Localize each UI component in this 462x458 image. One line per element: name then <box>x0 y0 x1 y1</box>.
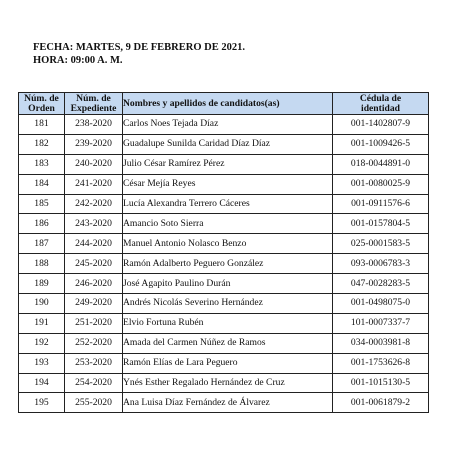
cell-orden: 192 <box>19 333 65 353</box>
cell-nombre: José Agapito Paulino Durán <box>123 274 333 294</box>
table-row <box>19 194 429 214</box>
cell-cedula: 001-0080025-9 <box>333 174 429 194</box>
cell-expediente: 252-2020 <box>65 333 123 353</box>
cell-nombre: Ramón Adalberto Peguero González <box>123 254 333 274</box>
table-row <box>19 393 429 413</box>
cell-cedula: 018-0044891-0 <box>333 154 429 174</box>
cell-nombre: César Mejía Reyes <box>123 174 333 194</box>
table-row <box>19 294 429 314</box>
cell-orden: 184 <box>19 174 65 194</box>
cell-expediente: 245-2020 <box>65 254 123 274</box>
column-header-expediente <box>65 93 123 115</box>
cell-nombre: Carlos Noes Tejada Díaz <box>123 115 333 135</box>
column-header-orden-line1: Núm. de <box>24 92 59 104</box>
cell-expediente: 246-2020 <box>65 274 123 294</box>
cell-nombre: Amada del Carmen Núñez de Ramos <box>123 333 333 353</box>
candidates-table-body <box>19 115 429 413</box>
column-header-nombre <box>123 93 333 115</box>
column-header-cedula <box>333 93 429 115</box>
cell-nombre: Ynés Esther Regalado Hernández de Cruz <box>123 373 333 393</box>
cell-orden: 183 <box>19 154 65 174</box>
cell-nombre: Manuel Antonio Nolasco Benzo <box>123 234 333 254</box>
table-row <box>19 115 429 135</box>
cell-expediente: 253-2020 <box>65 353 123 373</box>
cell-orden: 195 <box>19 393 65 413</box>
cell-expediente: 251-2020 <box>65 313 123 333</box>
table-row <box>19 313 429 333</box>
table-row <box>19 174 429 194</box>
column-header-expediente-line1: Núm. de <box>76 92 111 104</box>
cell-nombre: Andrés Nicolás Severino Hernández <box>123 294 333 314</box>
cell-orden: 188 <box>19 254 65 274</box>
cell-expediente: 249-2020 <box>65 294 123 314</box>
cell-cedula: 001-1009426-5 <box>333 134 429 154</box>
cell-nombre: Ana Luisa Díaz Fernández de Álvarez <box>123 393 333 413</box>
cell-orden: 186 <box>19 214 65 234</box>
session-header <box>33 41 245 67</box>
candidates-table-header <box>19 93 429 115</box>
column-header-orden-line2: Orden <box>28 102 55 114</box>
cell-cedula: 034-0003981-8 <box>333 333 429 353</box>
table-row <box>19 353 429 373</box>
column-header-cedula-line1: Cédula de <box>359 92 402 104</box>
cell-cedula: 093-0006783-3 <box>333 254 429 274</box>
table-row <box>19 254 429 274</box>
cell-nombre: Guadalupe Sunilda Caridad Díaz Díaz <box>123 134 333 154</box>
cell-nombre: Amancio Soto Sierra <box>123 214 333 234</box>
table-row <box>19 274 429 294</box>
cell-cedula: 001-0061879-2 <box>333 393 429 413</box>
header-row <box>19 93 429 115</box>
cell-cedula: 001-1402807-9 <box>333 115 429 135</box>
cell-orden: 194 <box>19 373 65 393</box>
session-date: FECHA: MARTES, 9 DE FEBRERO DE 2021. <box>33 42 245 53</box>
cell-orden: 185 <box>19 194 65 214</box>
cell-expediente: 239-2020 <box>65 134 123 154</box>
column-header-nombre-text: Nombres y apellidos de candidatos(as) <box>123 97 280 109</box>
column-header-cedula-line2: identidad <box>361 102 400 114</box>
session-time: HORA: 09:00 A. M. <box>33 55 123 66</box>
cell-expediente: 254-2020 <box>65 373 123 393</box>
table-row <box>19 134 429 154</box>
cell-expediente: 242-2020 <box>65 194 123 214</box>
cell-orden: 191 <box>19 313 65 333</box>
cell-orden: 182 <box>19 134 65 154</box>
cell-cedula: 001-1753626-8 <box>333 353 429 373</box>
cell-orden: 181 <box>19 115 65 135</box>
cell-expediente: 241-2020 <box>65 174 123 194</box>
candidates-table <box>18 92 429 413</box>
cell-orden: 187 <box>19 234 65 254</box>
cell-expediente: 238-2020 <box>65 115 123 135</box>
cell-cedula: 047-0028283-5 <box>333 274 429 294</box>
table-row <box>19 234 429 254</box>
cell-nombre: Ramón Elías de Lara Peguero <box>123 353 333 373</box>
cell-cedula: 001-0157804-5 <box>333 214 429 234</box>
table-row <box>19 214 429 234</box>
table-row <box>19 333 429 353</box>
cell-nombre: Julio César Ramírez Pérez <box>123 154 333 174</box>
cell-expediente: 240-2020 <box>65 154 123 174</box>
cell-expediente: 244-2020 <box>65 234 123 254</box>
cell-cedula: 001-0911576-6 <box>333 194 429 214</box>
cell-expediente: 255-2020 <box>65 393 123 413</box>
table-row <box>19 373 429 393</box>
cell-orden: 193 <box>19 353 65 373</box>
cell-cedula: 001-1015130-5 <box>333 373 429 393</box>
cell-orden: 189 <box>19 274 65 294</box>
table-row <box>19 154 429 174</box>
cell-nombre: Elvio Fortuna Rubén <box>123 313 333 333</box>
cell-cedula: 101-0007337-7 <box>333 313 429 333</box>
cell-nombre: Lucía Alexandra Terrero Cáceres <box>123 194 333 214</box>
cell-expediente: 243-2020 <box>65 214 123 234</box>
cell-cedula: 001-0498075-0 <box>333 294 429 314</box>
column-header-expediente-line2: Expediente <box>70 102 117 114</box>
column-header-orden <box>19 93 65 115</box>
cell-cedula: 025-0001583-5 <box>333 234 429 254</box>
cell-orden: 190 <box>19 294 65 314</box>
